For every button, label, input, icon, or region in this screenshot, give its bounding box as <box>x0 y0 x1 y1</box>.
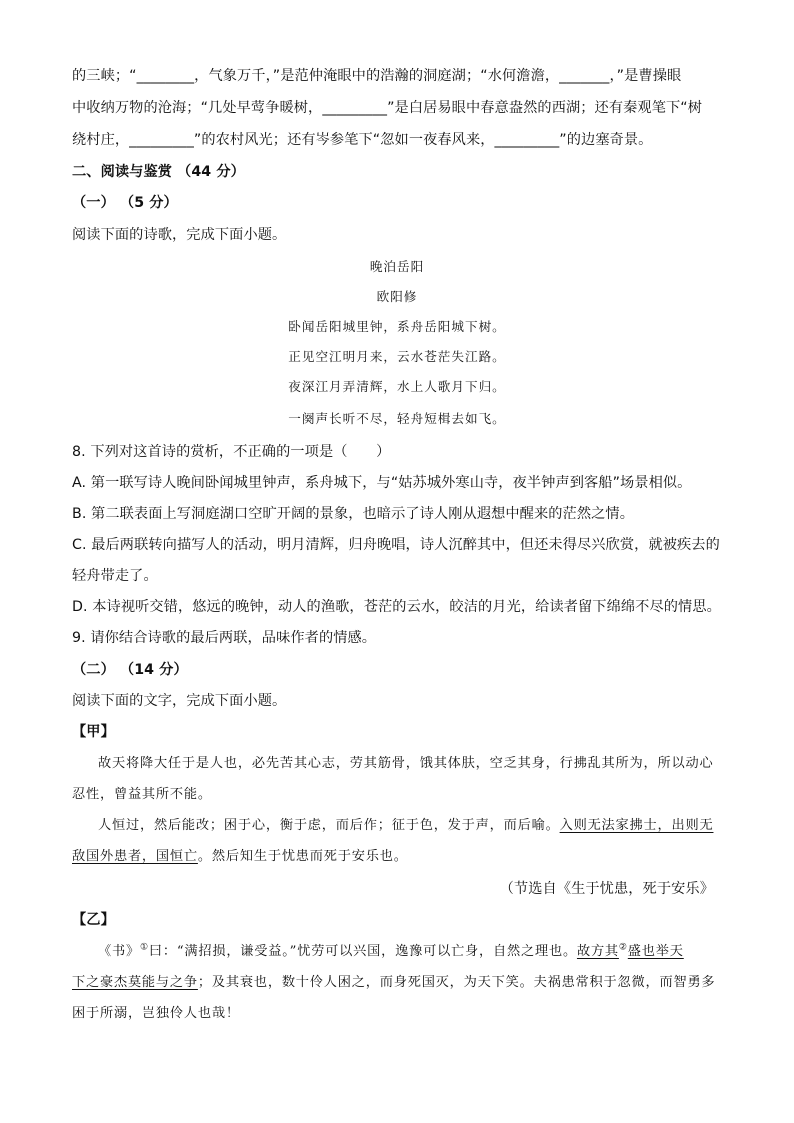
underlined-sentence: 敌国外患者，国恒亡 <box>72 849 198 864</box>
intro-line-2: 中收纳万物的沧海；“几处早莺争暖树，_________”是白居易眼中春意盎然的西湖；还有秦观笔下“树 <box>72 100 703 116</box>
poem-line: 卧闻岳阳城里钟，系舟岳阳城下树。 <box>288 319 506 334</box>
underlined-sentence: 故方其 <box>576 944 619 959</box>
passage-jia-line: 忍性，曾益其所不能。 <box>72 787 212 802</box>
footnote-marker: ② <box>618 942 628 953</box>
question-8-option-a: A. 第一联写诗人晚间卧闻城里钟声，系舟城下，与“姑苏城外寒山寺，夜半钟声到客船”场景相似。 <box>72 475 692 491</box>
question-8-option-c: C. 最后两联转向描写人的活动，明月清辉，归舟晚唱，诗人沉醉其中，但还未得尽兴欣赏，就被疾去的 <box>72 537 720 553</box>
question-8-option-b: B. 第二联表面上写洞庭湖口空旷开阔的景象，也暗示了诗人刚从遐想中醒来的茫然之情。 <box>72 506 634 522</box>
underlined-sentence: 下之豪杰莫能与之争 <box>72 975 198 990</box>
part2-instruction: 阅读下面的文字，完成下面小题。 <box>72 693 287 709</box>
question-8-option-c-cont: 轻舟带走了。 <box>72 568 158 584</box>
passage-jia-line: 故天将降大任于是人也，必先苦其心志，劳其筋骨，饿其体肤，空乏其身，行拂乱其所为，所以动心 <box>98 756 714 771</box>
poem-line: 正见空江明月来，云水苍茫失江路。 <box>288 349 506 364</box>
passage-yi-label: 【乙】 <box>72 912 115 928</box>
passage-jia-source: （节选自《生于忧患，死于安乐》 <box>499 881 714 897</box>
passage-text: 《书》 <box>98 944 140 959</box>
passage-jia-line <box>98 816 748 836</box>
passage-yi-line: 困于所溺，岂独伶人也哉！ <box>72 1006 240 1021</box>
passage-text: ；及其衰也，数十伶人困之，而身死国灭，为天下笑。夫祸患常积于忽微，而智勇多 <box>197 975 716 990</box>
part2-title: （二） （14 分） <box>72 662 188 678</box>
section-title: 二、阅读与鉴赏 （44 分） <box>72 164 245 180</box>
question-8-stem: 8. 下列对这首诗的赏析，不正确的一项是（ ） <box>72 444 391 460</box>
passage-jia-label: 【甲】 <box>72 724 115 740</box>
question-8-option-d: D. 本诗视听交错，悠远的晚钟，动人的渔歌，苍茫的云水，皎洁的月光，给读者留下绵绵不尽的情思。 <box>72 599 721 615</box>
intro-line-1: 的三峡；“________，气象万千，”是范仲淹眼中的浩瀚的洞庭湖；“水何澹澹，_______，”是曹操眼 <box>72 68 682 84</box>
poem-line: 一阕声长听不尽，轻舟短楫去如飞。 <box>288 411 506 426</box>
question-9: 9. 请你结合诗歌的最后两联，品味作者的情感。 <box>72 630 377 646</box>
passage-jia-line <box>72 847 722 867</box>
passage-text: 曰：“满招损，谦受益。”忧劳可以兴国，逸豫可以亡身，自然之理也。 <box>148 944 577 959</box>
passage-yi-line <box>72 973 722 993</box>
intro-line-3: 绕村庄，_________”的农村风光；还有岑参笔下“忽如一夜春风来，_________”的边塞奇景。 <box>72 132 653 148</box>
part1-instruction: 阅读下面的诗歌，完成下面小题。 <box>72 227 287 243</box>
footnote-marker: ① <box>139 942 149 953</box>
poem-line: 夜深江月弄清辉，水上人歌月下归。 <box>288 379 506 394</box>
passage-text: 人恒过，然后能改；困于心，衡于虑，而后作；征于色，发于声，而后喻。 <box>98 818 560 833</box>
poem-title: 晚泊岳阳 <box>369 259 425 274</box>
passage-yi-line <box>98 942 748 962</box>
part1-title: （一） （5 分） <box>72 195 178 211</box>
passage-text: 。然后知生于忧患而死于安乐也。 <box>197 849 408 864</box>
poem-author: 欧阳修 <box>376 289 418 304</box>
underlined-sentence: 盛也举天 <box>627 944 684 959</box>
underlined-sentence: 入则无法家拂士，出则无 <box>559 818 714 833</box>
